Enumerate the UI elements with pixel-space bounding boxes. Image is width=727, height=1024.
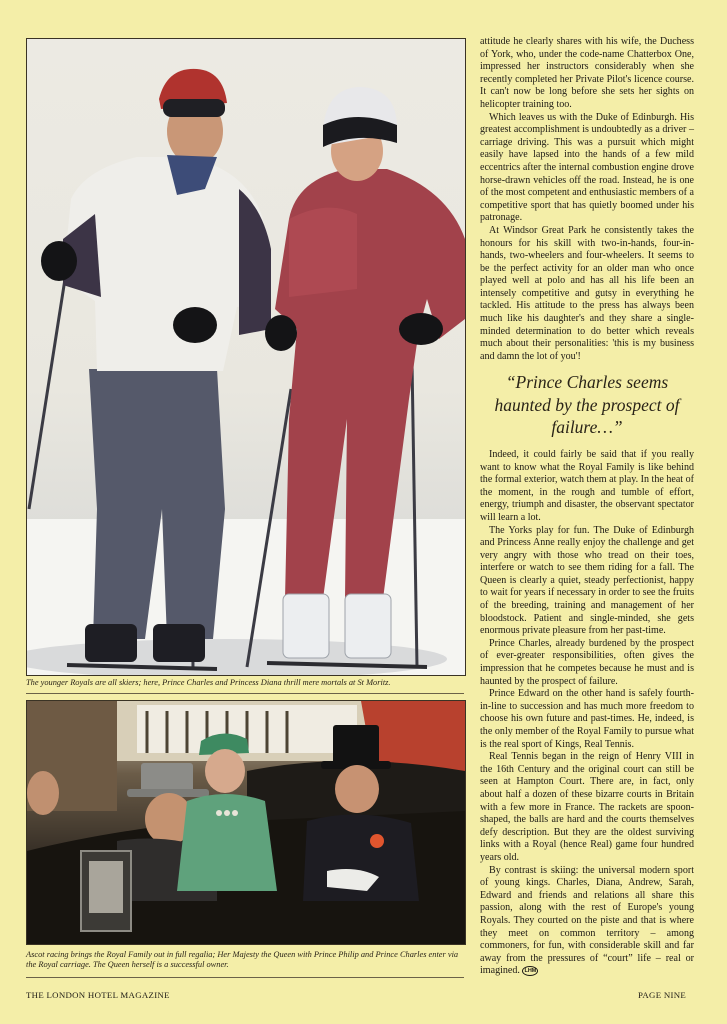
article-paragraph: attitude he clearly shares with his wife, the Duchess of York, who, under the code-name Chatterbox One, impressed her instructors considerably when she recently completed her Private Pilot's licence course. It can't now be long before she sets her sights on helicopter training too.	[480, 36, 694, 110]
skiers-illustration	[27, 39, 465, 675]
article-paragraph: At Windsor Great Park he consistently takes the honours for his skill with two-in-hands, four-in-hands, two-wheelers and four-wheelers. It seems to be the perfect activity for an older man who once played well at polo and has all his life been an intensely competitive and gutsy in everything he tackled. His attitude to the press has always been much like his daughter's and they share a single-minded determination to do better which reveals much about their personalities: 'this is my business and damn the lot of you'!	[480, 224, 694, 362]
footer-divider	[26, 977, 464, 978]
royal-skiers-photo	[26, 38, 466, 676]
pull-quote: “Prince Charles seems haunted by the prospect of failure…”	[494, 372, 680, 438]
article-paragraph: Indeed, it could fairly be said that if you really want to know what the Royal Family is like behind the formal exterior, watch them at play. In the heat of the moment, in the rough and tumble of effort, energy, triumph and disaster, the observant spectator will learn a lot.	[480, 448, 694, 523]
article-paragraph: Which leaves us with the Duke of Edinburgh. His greatest accomplishment is undoubtedly as a driver – carriage driving. This was a pursuit which might easily have lapsed into the hands of a few mild eccentrics after the internal combustion engine drove horse-drawn vehicles off the road. Instead, he is one of the most competent and enthusiastic members of a competitive sport that has quietly boomed under his patronage.	[480, 111, 694, 224]
caption-divider	[26, 693, 464, 694]
carriage-illustration	[27, 701, 465, 944]
magazine-name: THE LONDON HOTEL MAGAZINE	[26, 990, 170, 1000]
article-paragraph	[480, 865, 694, 978]
article-paragraph: The Yorks play for fun. The Duke of Edinburgh and Princess Anne really enjoy the challenge and get very angry with those who tread on their toes, interfere or watch to see them riding for a fall. The Queen is clearly a quiet, steady perfectionist, happy to wait for years if necessary in order to see the fruits of the breeding, training and management of her bloodstock. Patient and single-minded, she gets enormous private pleasure from her past-time.	[480, 524, 694, 637]
article-paragraph: Prince Edward on the other hand is safely fourth-in-line to succession and has much more freedom to choose his own future and past-times. He, indeed, is the only member of the Royal Family to pursue what is the real sport of Kings, Real Tennis.	[480, 688, 694, 750]
end-mark-icon: LHM	[522, 966, 538, 976]
article-paragraph: Real Tennis began in the reign of Henry VIII in the 16th Century and the original court can still be seen at Hampton Court. There are, in fact, only about half a dozen of these bizarre courts in Britain with a few more in France. The rackets are spoon-shaped, the balls are hard and the courts themselves defy description. But they are the oldest surviving links with a Royal (hence Real) game four hundred years old.	[480, 751, 694, 863]
article-paragraph: Prince Charles, already burdened by the prospect of ever-greater responsibilities, often gives the impression that he competes because he must and is haunted by the prospect of failure.	[480, 637, 694, 687]
article-column	[480, 36, 694, 978]
page-number: PAGE NINE	[638, 990, 687, 1000]
top-photo-caption: The younger Royals are all skiers; here, Prince Charles and Princess Diana thrill mere mortals at St Moritz.	[26, 678, 391, 687]
ascot-carriage-photo	[26, 700, 466, 945]
article-paragraph-text: By contrast is skiing: the universal modern sport of young kings. Charles, Diana, Andrew, Sarah, Edward and friends and relations all share this passion, along with the rest of Europe's young Royals. They courted on the piste and that is where they meet on common territory – among commoners, for fun, with considerable skill and far away from the pressures of “court” life – real or imagined.	[480, 864, 694, 977]
bottom-photo-caption: Ascot racing brings the Royal Family out in full regalia; Her Majesty the Queen with Prince Philip and Prince Charles enter via the Royal carriage. The Queen herself is a successful owner.	[26, 950, 459, 970]
